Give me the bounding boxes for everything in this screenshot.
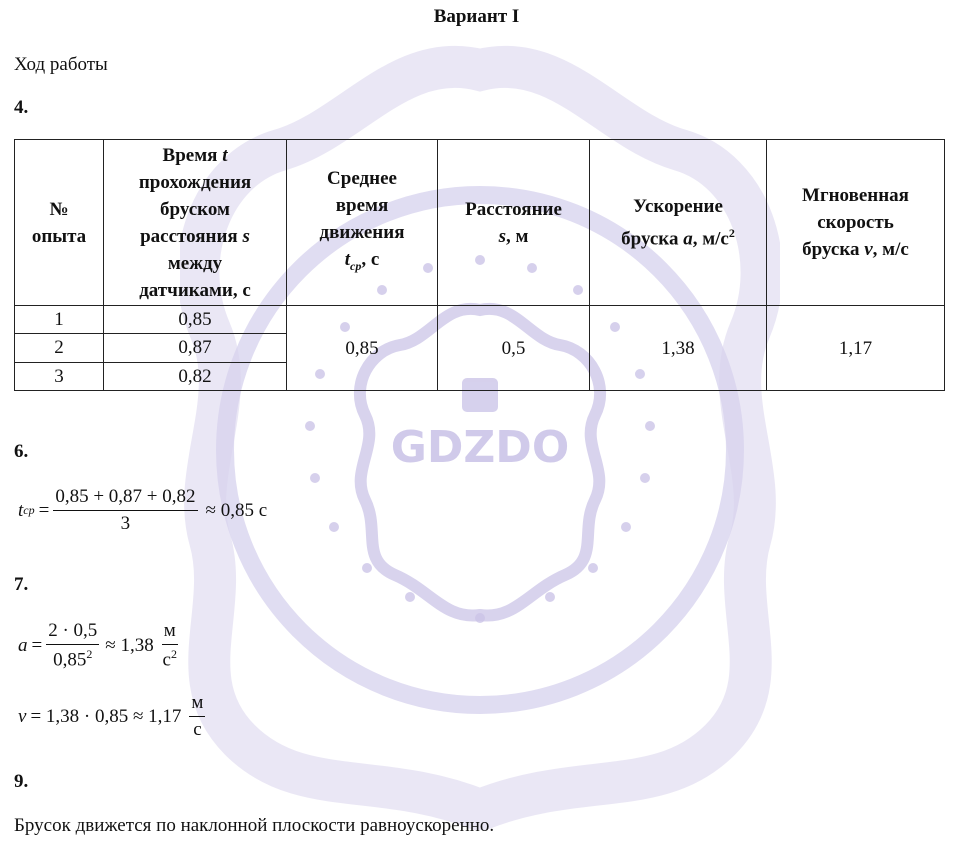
cell-num: 1 <box>15 306 104 334</box>
cell-num: 2 <box>15 334 104 362</box>
conclusion-text: Брусок движется по наклонной плоскости равноускоренно. <box>14 815 495 836</box>
section-6-heading: 6. <box>14 441 29 462</box>
section-9-heading: 9. <box>14 771 29 792</box>
page-title: Вариант I <box>433 6 520 27</box>
table-header-row <box>15 140 945 306</box>
cell-time: 0,85 <box>104 306 287 334</box>
cell-num: 3 <box>15 362 104 390</box>
formula-acceleration: a = $\frac{2 \cdot 0,5}{0,85^2}$ ≈ 1,38 $\frac{м}{с^2}$ <box>18 620 177 671</box>
section-7-heading: 7. <box>14 574 29 595</box>
formula-average-time: t ср = $\frac{0,85 + 0,87 + 0,82}{3}$ ≈ 0,85 с <box>18 486 268 534</box>
table-row <box>15 306 945 334</box>
intro-text: Ход работы <box>14 54 108 75</box>
header-average-time: Среднее время движения $t_{ср}$, с <box>287 140 438 306</box>
cell-distance: 0,5 <box>438 306 590 391</box>
header-time: Время t прохождения бруском расстояния s между датчиками, с <box>104 140 287 306</box>
formula-velocity: v = 1,38 · 0,85 ≈ 1,17 $\frac{м}{с}$ <box>18 692 204 740</box>
header-velocity: Мгновенная скорость бруска v, м/с <box>767 140 945 306</box>
section-4-heading: 4. <box>14 97 29 118</box>
cell-time: 0,87 <box>104 334 287 362</box>
cell-velocity: 1,17 <box>767 306 945 391</box>
cell-time: 0,82 <box>104 362 287 390</box>
results-table <box>14 139 945 391</box>
header-experiment-number: № опыта <box>15 140 104 306</box>
header-distance: Расстояние s, м <box>438 140 590 306</box>
cell-average-time: 0,85 <box>287 306 438 391</box>
cell-acceleration: 1,38 <box>590 306 767 391</box>
header-acceleration: Ускорение бруска a, $м/с^2$ <box>590 140 767 306</box>
svg-text:GDZDO: GDZDO <box>390 422 570 473</box>
